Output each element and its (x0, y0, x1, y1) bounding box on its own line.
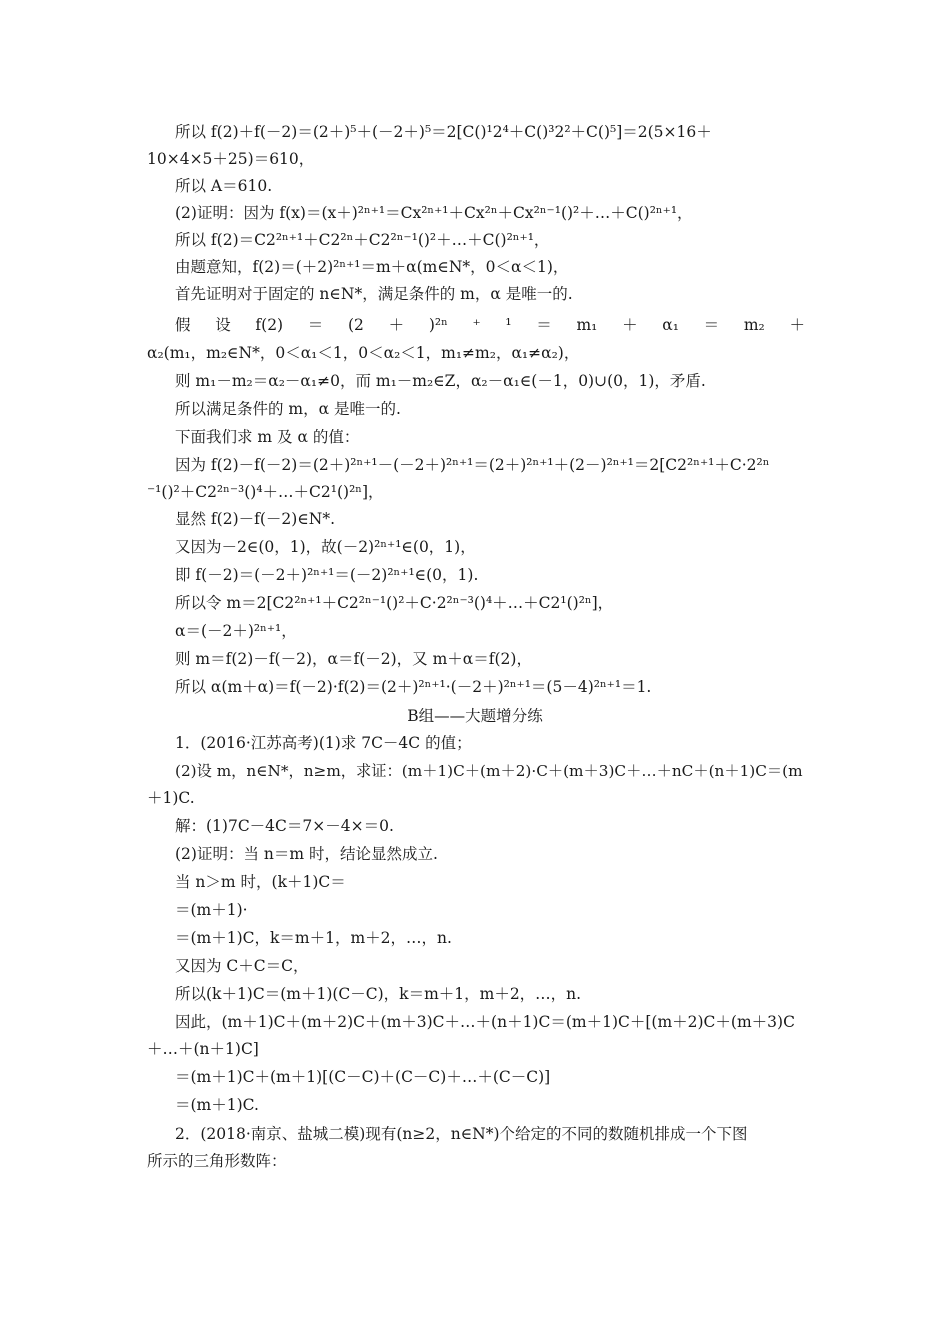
text-line: 所以 f(2)＋f(－2)＝(2＋)⁵＋(－2＋)⁵＝2[C()¹2⁴＋C()³2²＋C()⁵]＝2(5×16＋ (175, 123, 712, 141)
text-line: 10×4×5＋25)＝610， (147, 150, 315, 168)
text-line: 又因为 C＋C＝C， (175, 957, 309, 975)
text-line: 当 n＞m 时，(k＋1)C＝ (175, 873, 346, 891)
text-line: 显然 f(2)－f(－2)∈N*. (175, 510, 336, 528)
text-line: 所以 α(m＋α)＝f(－2)·f(2)＝(2＋)²ⁿ⁺¹·(－2＋)²ⁿ⁺¹＝(5－4)²ⁿ⁺¹＝1. (175, 678, 652, 696)
text-line: 由题意知，f(2)＝(＋2)²ⁿ⁺¹＝m＋α(m∈N*，0＜α＜1)， (175, 258, 569, 276)
text-line: 因此，(m＋1)C＋(m＋2)C＋(m＋3)C＋…＋(n＋1)C＝(m＋1)C＋[(m＋2)C＋(m＋3)C (175, 1013, 795, 1031)
text-line: (2)证明：当 n＝m 时，结论显然成立. (175, 845, 438, 863)
text-line: ＝(m＋1)C＋(m＋1)[(C－C)＋(C－C)＋…＋(C－C)] (175, 1068, 551, 1086)
text-line: 又因为－2∈(0，1)，故(－2)²ⁿ⁺¹∈(0，1)， (175, 538, 476, 556)
text-line: ＋…＋(n＋1)C] (147, 1040, 259, 1058)
text-line: 所以 A＝610. (175, 177, 273, 195)
text-line: α₂(m₁，m₂∈N*，0＜α₁＜1，0＜α₂＜1，m₁≠m₂，α₁≠α₂)， (147, 344, 580, 362)
justified-text-line: 假 设 f(2) ＝ (2 ＋ )²ⁿ ⁺ ¹ ＝ m₁ ＋ α₁ ＝ m₂ ＋ (175, 316, 805, 334)
text-line: 首先证明对于固定的 n∈N*，满足条件的 m，α 是唯一的. (175, 285, 573, 303)
text-line: 因为 f(2)－f(－2)＝(2＋)²ⁿ⁺¹－(－2＋)²ⁿ⁺¹＝(2＋)²ⁿ⁺¹＋(2－)²ⁿ⁺¹＝2[C2²ⁿ⁺¹＋C·2²ⁿ (175, 456, 770, 474)
text-line: (2)设 m，n∈N*，n≥m，求证：(m＋1)C＋(m＋2)·C＋(m＋3)C＋…＋nC＋(n＋1)C＝(m (175, 762, 803, 780)
text-line: ＝(m＋1)C. (175, 1096, 259, 1114)
text-line: α＝(－2＋)²ⁿ⁺¹， (175, 622, 297, 640)
text-line: 所以令 m＝2[C2²ⁿ⁺¹＋C2²ⁿ⁻¹()²＋C·2²ⁿ⁻³()⁴＋…＋C2¹()²ⁿ]， (175, 594, 614, 612)
text-line: ＝(m＋1)· (175, 901, 248, 919)
text-line: (2)证明：因为 f(x)＝(x＋)²ⁿ⁺¹＝Cx²ⁿ⁺¹＋Cx²ⁿ＋Cx²ⁿ⁻¹()²＋…＋C()²ⁿ⁺¹， (175, 204, 693, 222)
text-line: 所以(k＋1)C＝(m＋1)(C－C)，k＝m＋1，m＋2，…，n. (175, 985, 582, 1003)
text-line: 即 f(－2)＝(－2＋)²ⁿ⁺¹＝(－2)²ⁿ⁺¹∈(0，1). (175, 566, 479, 584)
text-line: 下面我们求 m 及 α 的值： (175, 428, 360, 446)
text-line: 则 m＝f(2)－f(－2)，α＝f(－2)，又 m＋α＝f(2)， (175, 650, 532, 668)
text-line: 2．(2018·南京、盐城二模)现有(n≥2，n∈N*)个给定的不同的数随机排成一个下图 (175, 1125, 748, 1143)
text-line: 所示的三角形数阵： (147, 1152, 287, 1170)
text-line: 所以 f(2)＝C2²ⁿ⁺¹＋C2²ⁿ＋C2²ⁿ⁻¹()²＋…＋C()²ⁿ⁺¹， (175, 231, 550, 249)
text-line: ＋1)C. (147, 789, 195, 807)
text-line: 则 m₁－m₂＝α₂－α₁≠0，而 m₁－m₂∈Z，α₂－α₁∈(－1，0)∪(0，1)，矛盾. (175, 372, 706, 390)
text-line: 所以满足条件的 m，α 是唯一的. (175, 400, 401, 418)
text-line: ⁻¹()²＋C2²ⁿ⁻³()⁴＋…＋C2¹()²ⁿ]， (147, 483, 384, 501)
text-line: 1．(2016·江苏高考)(1)求 7C－4C 的值； (175, 734, 472, 752)
section-heading: B组——大题增分练 (407, 707, 543, 725)
text-line: 解：(1)7C－4C＝7×－4×＝0. (175, 817, 394, 835)
text-line: ＝(m＋1)C，k＝m＋1，m＋2，…，n. (175, 929, 452, 947)
